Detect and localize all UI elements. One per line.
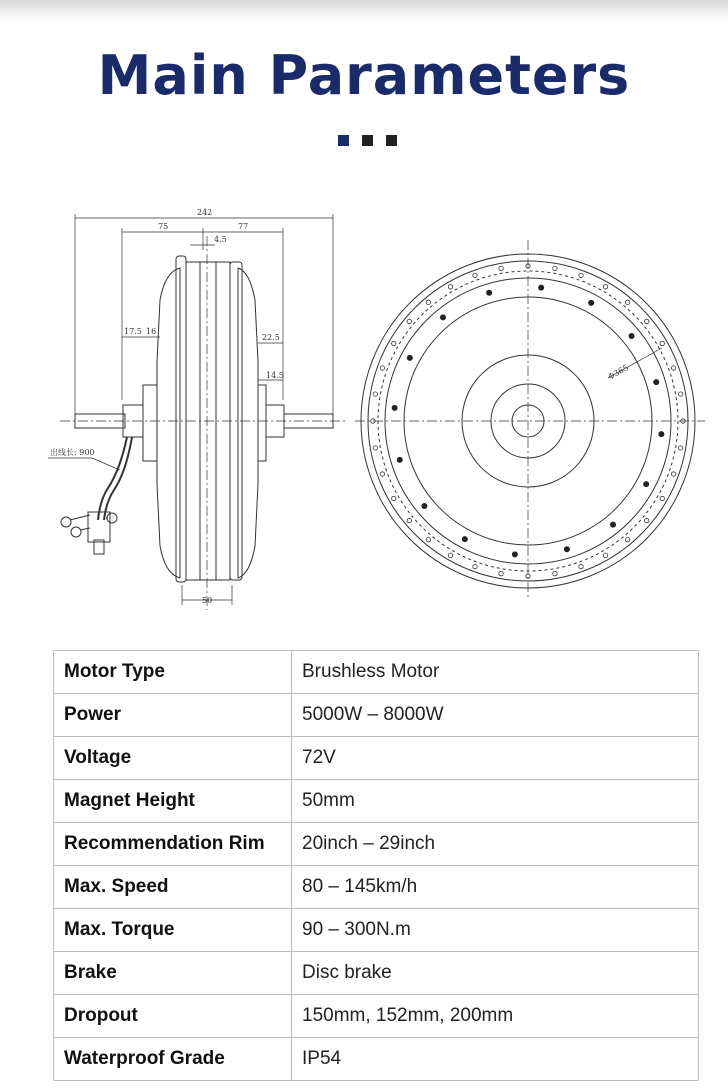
motor-technical-drawing bbox=[0, 195, 728, 615]
decoration-dot bbox=[362, 135, 373, 146]
rim-hole bbox=[645, 518, 649, 522]
rim-hole bbox=[553, 266, 557, 270]
dim-right: 77 bbox=[238, 222, 249, 231]
rim-hole bbox=[499, 266, 503, 270]
bolt-hole bbox=[392, 405, 398, 411]
rim-hole bbox=[380, 366, 384, 370]
table-row bbox=[54, 651, 699, 694]
rim-hole bbox=[579, 273, 583, 277]
dim-flange-c: 22.5 bbox=[262, 333, 280, 342]
rim-hole bbox=[645, 319, 649, 323]
dim-flange-a: 17.5 bbox=[124, 327, 142, 336]
bolt-hole bbox=[397, 457, 403, 463]
rim-hole bbox=[448, 553, 452, 557]
dim-flange-d: 14.5 bbox=[266, 371, 284, 380]
bolt-hole bbox=[538, 285, 544, 291]
param-label: Dropout bbox=[54, 995, 292, 1038]
decoration-dot bbox=[338, 135, 349, 146]
bolt-hole bbox=[564, 546, 570, 552]
rim-hole bbox=[380, 472, 384, 476]
param-label: Waterproof Grade bbox=[54, 1038, 292, 1081]
bolt-hole bbox=[588, 300, 594, 306]
param-value: 90 – 300N.m bbox=[292, 909, 699, 952]
bolt-hole bbox=[440, 314, 446, 320]
table-row bbox=[54, 909, 699, 952]
param-value: IP54 bbox=[292, 1038, 699, 1081]
rim-hole bbox=[603, 285, 607, 289]
param-value: Disc brake bbox=[292, 952, 699, 995]
rim-hole bbox=[625, 538, 629, 542]
dim-diameter: Φ365 bbox=[606, 363, 630, 382]
param-value: 5000W – 8000W bbox=[292, 694, 699, 737]
parameters-table bbox=[53, 650, 699, 1081]
rim-hole bbox=[392, 496, 396, 500]
table-row bbox=[54, 952, 699, 995]
bolt-hole bbox=[629, 333, 635, 339]
param-label: Brake bbox=[54, 952, 292, 995]
param-label: Power bbox=[54, 694, 292, 737]
rim-hole bbox=[553, 571, 557, 575]
dim-overall-width: 242 bbox=[197, 208, 213, 217]
rim-hole bbox=[579, 564, 583, 568]
decoration-dot bbox=[386, 135, 397, 146]
param-label: Recommendation Rim bbox=[54, 823, 292, 866]
rim-hole bbox=[499, 571, 503, 575]
dim-left: 75 bbox=[158, 222, 169, 231]
bolt-hole bbox=[658, 431, 664, 437]
param-value: 80 – 145km/h bbox=[292, 866, 699, 909]
rim-hole bbox=[407, 518, 411, 522]
page-title: Main Parameters bbox=[97, 44, 631, 107]
rim-hole bbox=[448, 285, 452, 289]
dim-magnet: 50 bbox=[202, 596, 213, 605]
bolt-hole bbox=[643, 481, 649, 487]
bolt-hole bbox=[462, 536, 468, 542]
param-value: 150mm, 152mm, 200mm bbox=[292, 995, 699, 1038]
bolt-hole bbox=[610, 522, 616, 528]
rim-hole bbox=[625, 300, 629, 304]
rim-hole bbox=[426, 538, 430, 542]
param-value: Brushless Motor bbox=[292, 651, 699, 694]
param-label: Max. Torque bbox=[54, 909, 292, 952]
rim-hole bbox=[671, 366, 675, 370]
bolt-hole bbox=[486, 290, 492, 296]
bolt-hole bbox=[407, 355, 413, 361]
rim-hole bbox=[603, 553, 607, 557]
title-decoration-dots bbox=[338, 133, 410, 144]
rim-hole bbox=[660, 496, 664, 500]
param-label: Motor Type bbox=[54, 651, 292, 694]
param-label: Voltage bbox=[54, 737, 292, 780]
table-row bbox=[54, 1038, 699, 1081]
top-shade bbox=[0, 0, 728, 22]
rim-hole bbox=[392, 341, 396, 345]
param-value: 72V bbox=[292, 737, 699, 780]
table-row bbox=[54, 780, 699, 823]
dim-flange-b: 16 bbox=[146, 327, 157, 336]
param-label: Magnet Height bbox=[54, 780, 292, 823]
dim-offset: 4.5 bbox=[214, 235, 227, 244]
bolt-hole bbox=[512, 551, 518, 557]
param-value: 20inch – 29inch bbox=[292, 823, 699, 866]
rim-hole bbox=[678, 446, 682, 450]
rim-hole bbox=[473, 564, 477, 568]
rim-hole bbox=[407, 319, 411, 323]
bolt-hole bbox=[653, 379, 659, 385]
table-row bbox=[54, 823, 699, 866]
bolt-hole bbox=[421, 503, 427, 509]
rim-hole bbox=[373, 446, 377, 450]
rim-hole bbox=[473, 273, 477, 277]
rim-hole bbox=[678, 392, 682, 396]
table-row bbox=[54, 866, 699, 909]
rim-hole bbox=[373, 392, 377, 396]
param-label: Max. Speed bbox=[54, 866, 292, 909]
rim-hole bbox=[426, 300, 430, 304]
param-value: 50mm bbox=[292, 780, 699, 823]
cable-length-label: 出线长: 900 bbox=[50, 448, 95, 457]
rim-hole bbox=[671, 472, 675, 476]
table-row bbox=[54, 737, 699, 780]
table-row bbox=[54, 694, 699, 737]
table-row bbox=[54, 995, 699, 1038]
rim-hole bbox=[660, 341, 664, 345]
